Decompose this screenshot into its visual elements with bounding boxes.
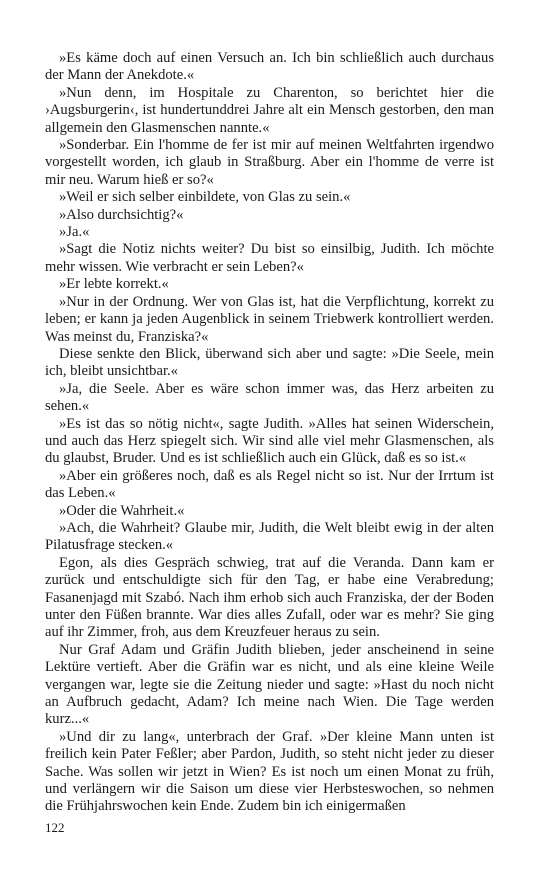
paragraph: »Nur in der Ordnung. Wer von Glas ist, hat die Verpflichtung, korrekt zu leben; er kann ja jeden Augenblick in seinem Triebwerk kontrolliert werden. Was meinst du, Franziska?« — [45, 293, 494, 345]
paragraph: »Es ist das so nötig nicht«, sagte Judith. »Alles hat seinen Widerschein, und auch das Herz spiegelt sich. Wir sind alle viel mehr Glasmenschen, als du glaubst, Bruder. Und es ist schließlich auch ein Glück, daß es so ist.« — [45, 415, 494, 467]
paragraph: »Und dir zu lang«, unterbrach der Graf. »Der kleine Mann unten ist freilich kein Pater Feßler; aber Pardon, Judith, so steht nicht jeder zu dieser Sache. Was sollen wir jetzt in Wien? Es ist noch um einen Monat zu früh, und verlängern wir die Saison um diese vier Herbsteswochen, so nehmen die Frühjahrswochen kein Ende. Zudem bin ich einigermaßen — [45, 728, 494, 815]
paragraph: »Es käme doch auf einen Versuch an. Ich bin schließlich auch durchaus der Mann der Anekdote.« — [45, 50, 494, 84]
paragraph: »Weil er sich selber einbildete, von Glas zu sein.« — [59, 189, 351, 206]
paragraph: »Ja, die Seele. Aber es wäre schon immer was, das Herz arbeiten zu sehen.« — [45, 380, 494, 415]
paragraph: »Aber ein größeres noch, daß es als Regel nicht so ist. Nur der Irrtum ist das Leben.« — [45, 467, 494, 502]
paragraph: »Oder die Wahrheit.« — [59, 502, 185, 519]
paragraph: Diese senkte den Blick, überwand sich aber und sagte: »Die Seele, mein ich, bleibt unsichtbar.« — [45, 345, 494, 380]
page-number: 122 — [45, 820, 65, 835]
body-text — [45, 50, 494, 816]
paragraph: Nur Graf Adam und Gräfin Judith blieben, jeder anscheinend in seine Lektüre vertieft. Aber die Gräfin war es nicht, und als eine kleine Weile vergangen war, legte sie die Zeitung nieder und sagte: »Hast du noch nicht an Aufbruch gedacht, Adam? Ich meine nach Wien. Die Tage werden kurz...« — [45, 641, 494, 728]
paragraph: Egon, als dies Gespräch schwieg, trat auf die Veranda. Dann kam er zurück und entschuldigte sich für den Tag, er habe eine Verabredung; Fasanenjagd mit Szabó. Nach ihm erhob sich auch Franziska, der der Boden unter den Füßen brannte. War dies alles Zufall, oder war es mehr? Sie ging auf ihr Zimmer, froh, aus dem Kreuzfeuer heraus zu sein. — [45, 554, 494, 641]
paragraph: »Also durchsichtig?« — [59, 206, 184, 223]
paragraph: »Sonderbar. Ein l'homme de fer ist mir auf meinen Weltfahrten irgendwo vorgestellt worden, ich glaub in Straßburg. Aber ein l'homme de verre ist mir neu. Warum hieß er so?« — [45, 137, 494, 188]
paragraph: »Ja.« — [59, 224, 90, 241]
paragraph: »Nun denn, im Hospitale zu Charenton, so berichtet hier die ›Augsburgerin‹, ist hundertunddrei Jahre alt ein Mensch gestorben, den man allgemein den Glasmenschen nannte.« — [45, 84, 494, 136]
paragraph: »Sagt die Notiz nichts weiter? Du bist so einsilbig, Judith. Ich möchte mehr wissen. Wie verbracht er sein Leben?« — [45, 241, 494, 275]
paragraph: »Ach, die Wahrheit? Glaube mir, Judith, die Welt bleibt ewig in der alten Pilatusfrage stecken.« — [45, 519, 494, 554]
paragraph: »Er lebte korrekt.« — [59, 276, 169, 293]
